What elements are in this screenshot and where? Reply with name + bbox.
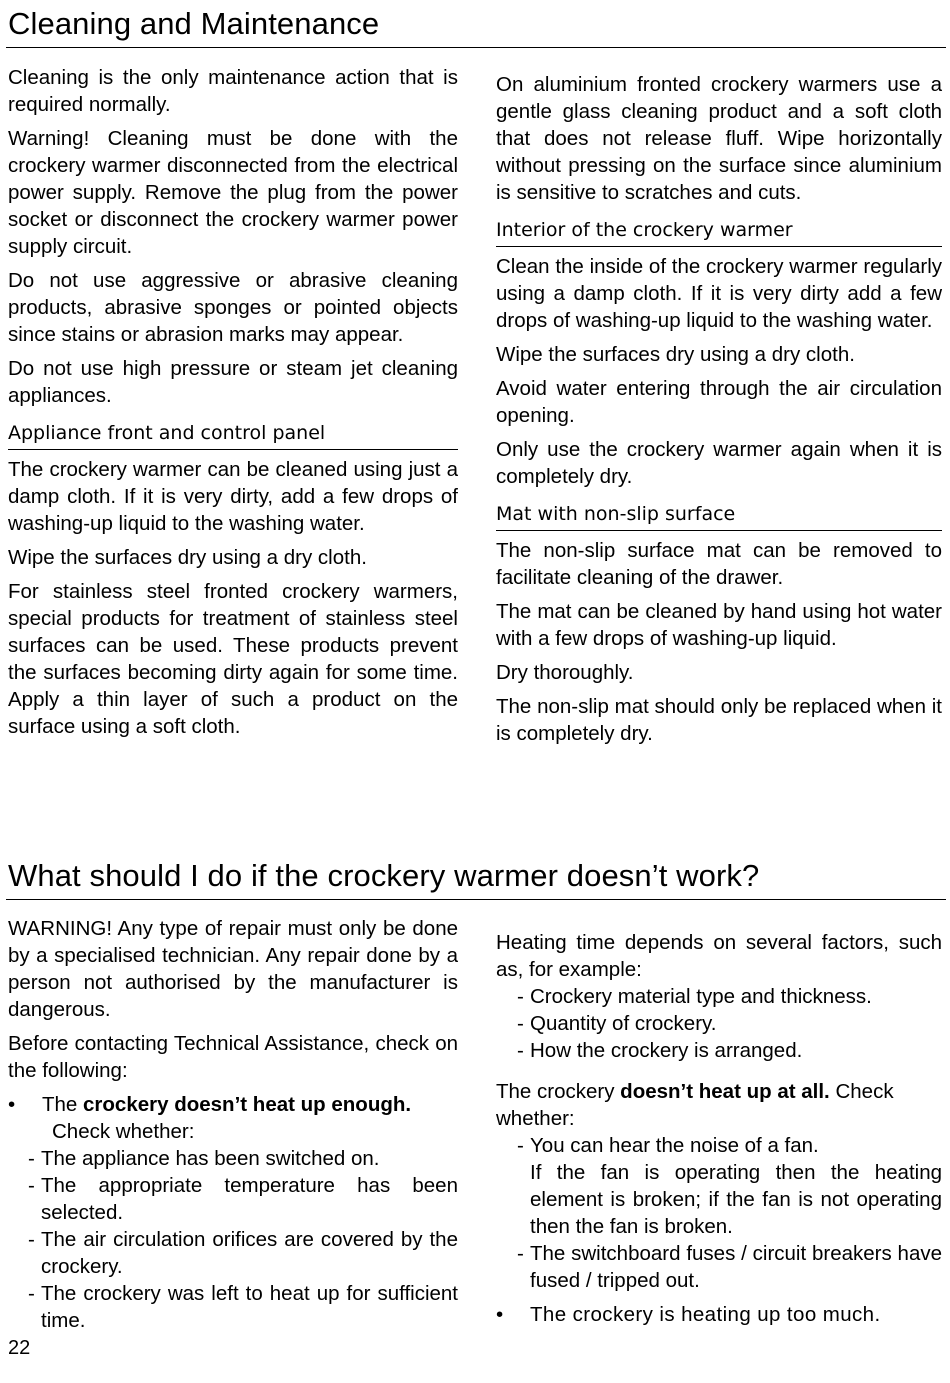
- paragraph: Wipe the surfaces dry using a dry cloth.: [496, 343, 855, 366]
- title-rule: [6, 899, 946, 900]
- troubleshooting-left-column: [8, 915, 458, 1334]
- paragraph: Avoid water entering through the air circulation opening.: [496, 377, 942, 427]
- list-item: - How the crockery is arranged.: [517, 1039, 803, 1062]
- paragraph: WARNING! Any type of repair must only be done by a specialised technician. Any repair done by a person not authorised by the manufacturer is dangerous.: [8, 917, 458, 1021]
- paragraph: Dry thoroughly.: [496, 661, 634, 684]
- troubleshooting-right-column: [496, 929, 942, 1328]
- cleaning-left-column: [8, 64, 458, 747]
- paragraph: Wipe the surfaces dry using a dry cloth.: [8, 546, 367, 569]
- paragraph: Heating time depends on several factors, such as, for example:: [496, 931, 942, 981]
- list-item: - The crockery was left to heat up for sufficient time.: [28, 1282, 458, 1332]
- section-title-troubleshooting: What should I do if the crockery warmer doesn’t work?: [8, 858, 760, 893]
- factor-list: [496, 983, 942, 1064]
- paragraph: Do not use high pressure or steam jet cleaning appliances.: [8, 357, 458, 407]
- check-list: [496, 1132, 942, 1294]
- list-item: - Quantity of crockery.: [517, 1012, 717, 1035]
- paragraph: The mat can be cleaned by hand using hot water with a few drops of washing-up liquid.: [496, 600, 942, 650]
- paragraph: Clean the inside of the crockery warmer regularly using a damp cloth. If it is very dirty add a few drops of washing-up liquid to the washing water.: [496, 255, 942, 332]
- cleaning-right-column: [496, 71, 942, 754]
- paragraph: For stainless steel fronted crockery warmers, special products for treatment of stainless steel surfaces can be used. These products prevent the surfaces becoming dirty again for some time. Apply a thin layer of such a product on the surface using a soft cloth.: [8, 580, 458, 738]
- bold-text: doesn’t heat up at all.: [620, 1080, 830, 1103]
- paragraph: The crockery doesn’t heat up at all. Check whether:: [496, 1080, 894, 1130]
- paragraph: The non-slip mat should only be replaced when it is completely dry.: [496, 695, 942, 745]
- subheading-interior: Interior of the crockery warmer: [496, 217, 942, 247]
- subheading-mat: Mat with non-slip surface: [496, 501, 942, 531]
- bullet-not-enough-heat: [8, 1091, 458, 1145]
- bullet-mark: •: [8, 1093, 16, 1116]
- bullet-mark: •: [496, 1303, 504, 1326]
- list-item: - The appropriate temperature has been selected.: [28, 1174, 458, 1224]
- list-item: - You can hear the noise of a fan.: [517, 1134, 819, 1157]
- list-item: - The switchboard fuses / circuit breakers have fused / tripped out.: [517, 1242, 942, 1292]
- bullet-text: The: [42, 1093, 84, 1116]
- section-title-cleaning: Cleaning and Maintenance: [8, 6, 380, 41]
- title-rule: [6, 47, 946, 48]
- check-list: [8, 1145, 458, 1334]
- page-number: 22: [8, 1337, 31, 1359]
- paragraph: Only use the crockery warmer again when it is completely dry.: [496, 438, 942, 488]
- paragraph: The crockery warmer can be cleaned using just a damp cloth. If it is very dirty, add a few drops of washing-up liquid to the washing water.: [8, 458, 458, 535]
- paragraph: The non-slip surface mat can be removed to facilitate cleaning of the drawer.: [496, 539, 942, 589]
- bullet-text: Check whether:: [52, 1120, 195, 1143]
- paragraph: Do not use aggressive or abrasive cleaning products, abrasive sponges or pointed objects since stains or abrasion marks may appear.: [8, 269, 458, 346]
- paragraph: On aluminium fronted crockery warmers use a gentle glass cleaning product and a soft cloth that does not release fluff. Wipe horizontally without pressing on the surface since aluminium is sensitive to scratches and cuts.: [496, 73, 942, 204]
- bullet-bold-text: crockery doesn’t heat up enough.: [83, 1093, 412, 1116]
- fan-note: If the fan is operating then the heating element is broken; if the fan is not operating then the fan is broken.: [530, 1161, 942, 1238]
- list-item: - Crockery material type and thickness.: [517, 985, 872, 1008]
- list-item: - The air circulation orifices are covered by the crockery.: [28, 1228, 458, 1278]
- paragraph: Before contacting Technical Assistance, check on the following:: [8, 1032, 458, 1082]
- list-item: - The appliance has been switched on.: [28, 1147, 380, 1170]
- paragraph: Cleaning is the only maintenance action that is required normally.: [8, 66, 458, 116]
- bullet-too-much-heat: [496, 1301, 942, 1328]
- paragraph: Warning! Cleaning must be done with the crockery warmer disconnected from the electrical power supply. Remove the plug from the power socket or disconnect the crockery warmer power supply circuit.: [8, 127, 458, 258]
- bullet-text: The crockery is heating up too much.: [530, 1303, 881, 1326]
- subheading-front-panel: Appliance front and control panel: [8, 420, 458, 450]
